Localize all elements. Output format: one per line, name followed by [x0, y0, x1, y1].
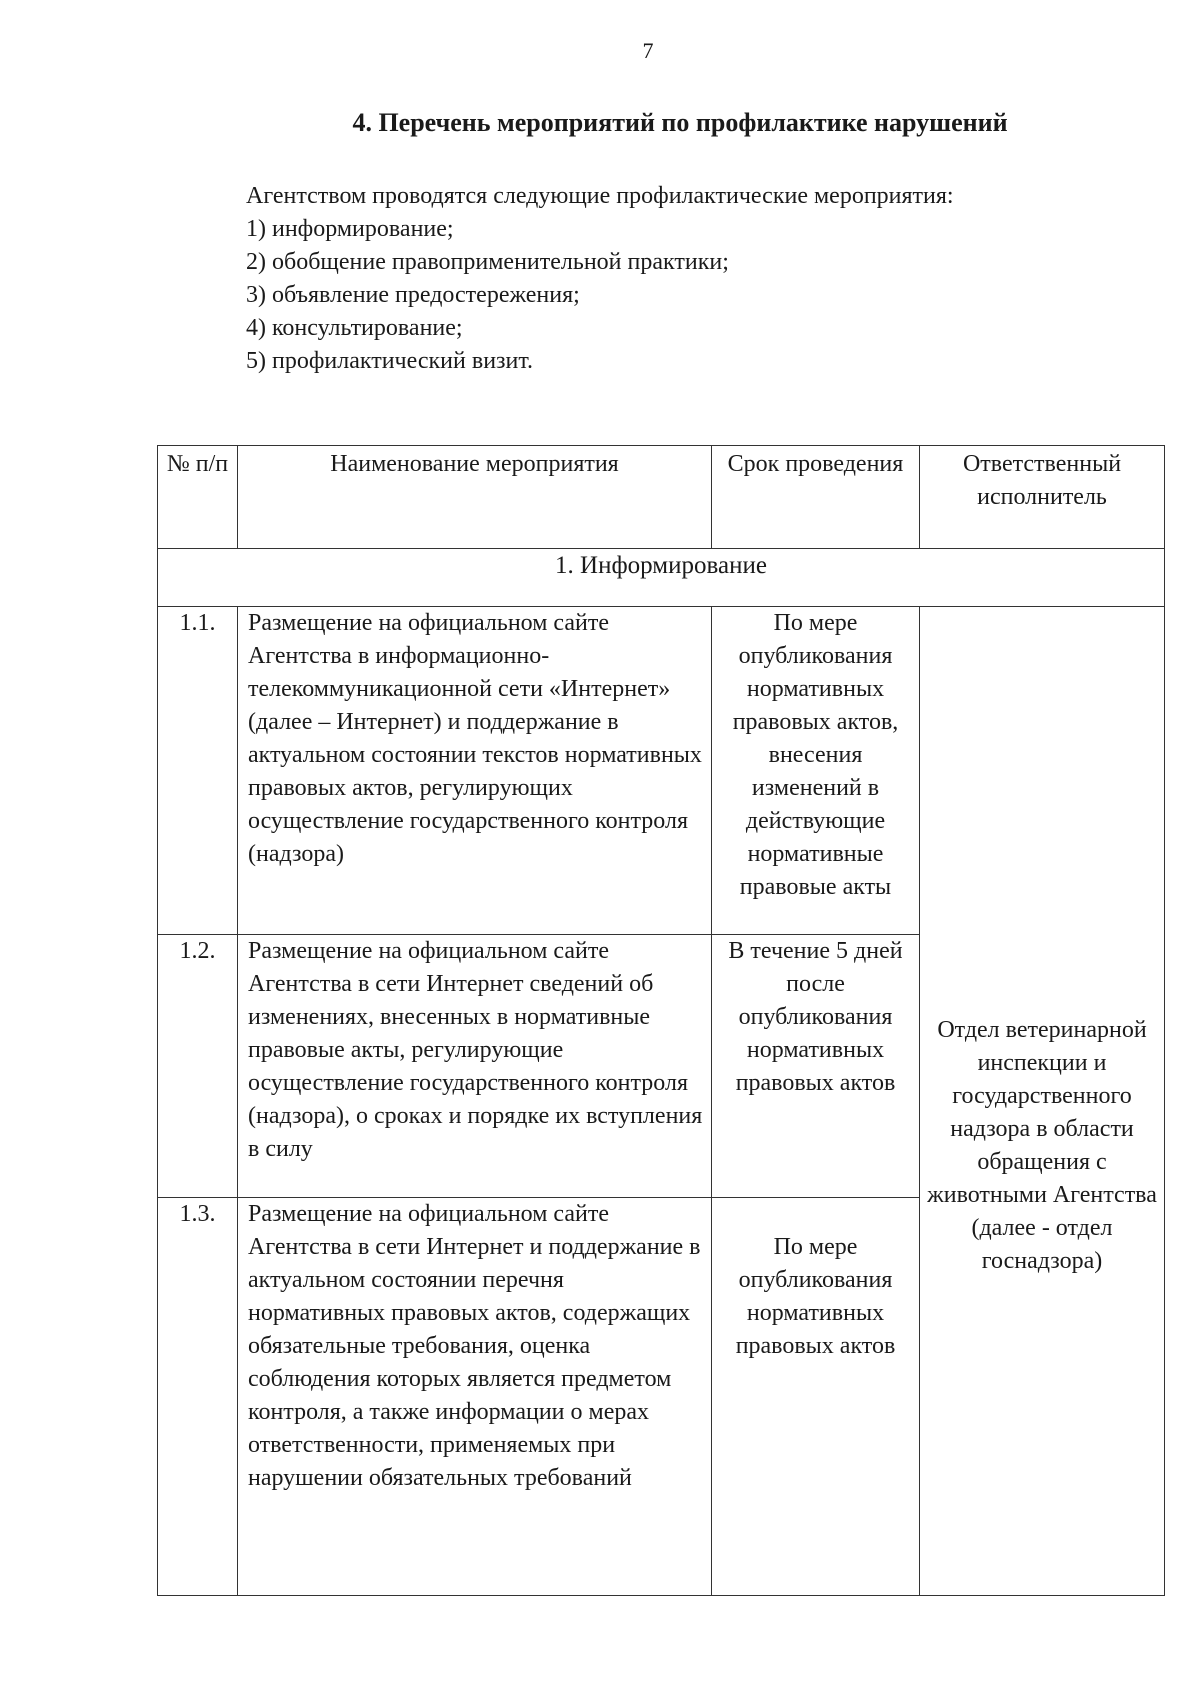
table-row [158, 607, 1165, 935]
intro-list-item: 3) объявление предостережения; [246, 282, 580, 308]
intro-list-item: 5) профилактический визит. [246, 348, 534, 374]
row-num: 1.2. [158, 935, 238, 1198]
intro-list-item: 1) информирование; [246, 216, 454, 242]
row-term [712, 1198, 920, 1596]
header-num: № п/п [158, 446, 238, 549]
header-term: Срок проведения [712, 446, 920, 549]
header-responsible: Ответственный исполнитель [920, 446, 1165, 549]
intro-list-item: 2) обобщение правоприменительной практики; [246, 249, 729, 275]
table-header-row [158, 446, 1165, 549]
section-title: 4. Перечень мероприятий по профилактике нарушений [352, 108, 1008, 137]
measures-table [157, 445, 1165, 1596]
row-name: Размещение на официальном сайте Агентства в информационно-телекоммуникационной сети «Интернет» (далее – Интернет) и поддержание в актуальном состоянии текстов нормативных правовых актов, регулирующих осуществление государственного контроля (надзора) [238, 607, 712, 935]
responsible-cell [920, 607, 1165, 1596]
header-name: Наименование мероприятия [238, 446, 712, 549]
intro-list-item: 4) консультирование; [246, 315, 463, 341]
intro-lead: Агентством проводятся следующие профилактические мероприятия: [246, 183, 954, 209]
row-term: По мере опубликования нормативных правовых актов, внесения изменений в действующие нормативные правовые акты [712, 607, 920, 935]
page-number: 7 [642, 38, 654, 63]
intro-block [246, 180, 954, 378]
section-1-title: 1. Информирование [158, 549, 1165, 607]
row-name: Размещение на официальном сайте Агентства в сети Интернет и поддержание в актуальном состоянии перечня нормативных правовых актов, содержащих обязательные требования, оценка соблюдения которых является предметом контроля, а также информации о мерах ответственности, применяемых при нарушении обязательных требований [238, 1198, 712, 1596]
row-name: Размещение на официальном сайте Агентства в сети Интернет сведений об изменениях, внесенных в нормативные правовые акты, регулирующие осуществление государственного контроля (надзора), о сроках и порядке их вступления в силу [238, 935, 712, 1198]
row-term: В течение 5 дней после опубликования нормативных правовых актов [712, 935, 920, 1198]
responsible-text: Отдел ветеринарной инспекции и государственного надзора в области обращения с животными Агентства (далее - отдел госнадзора) [927, 1017, 1157, 1274]
row-num: 1.3. [158, 1198, 238, 1596]
row-num: 1.1. [158, 607, 238, 935]
row-term-text: По мере опубликования нормативных правовых актов [735, 1234, 896, 1359]
table-section-row [158, 549, 1165, 607]
